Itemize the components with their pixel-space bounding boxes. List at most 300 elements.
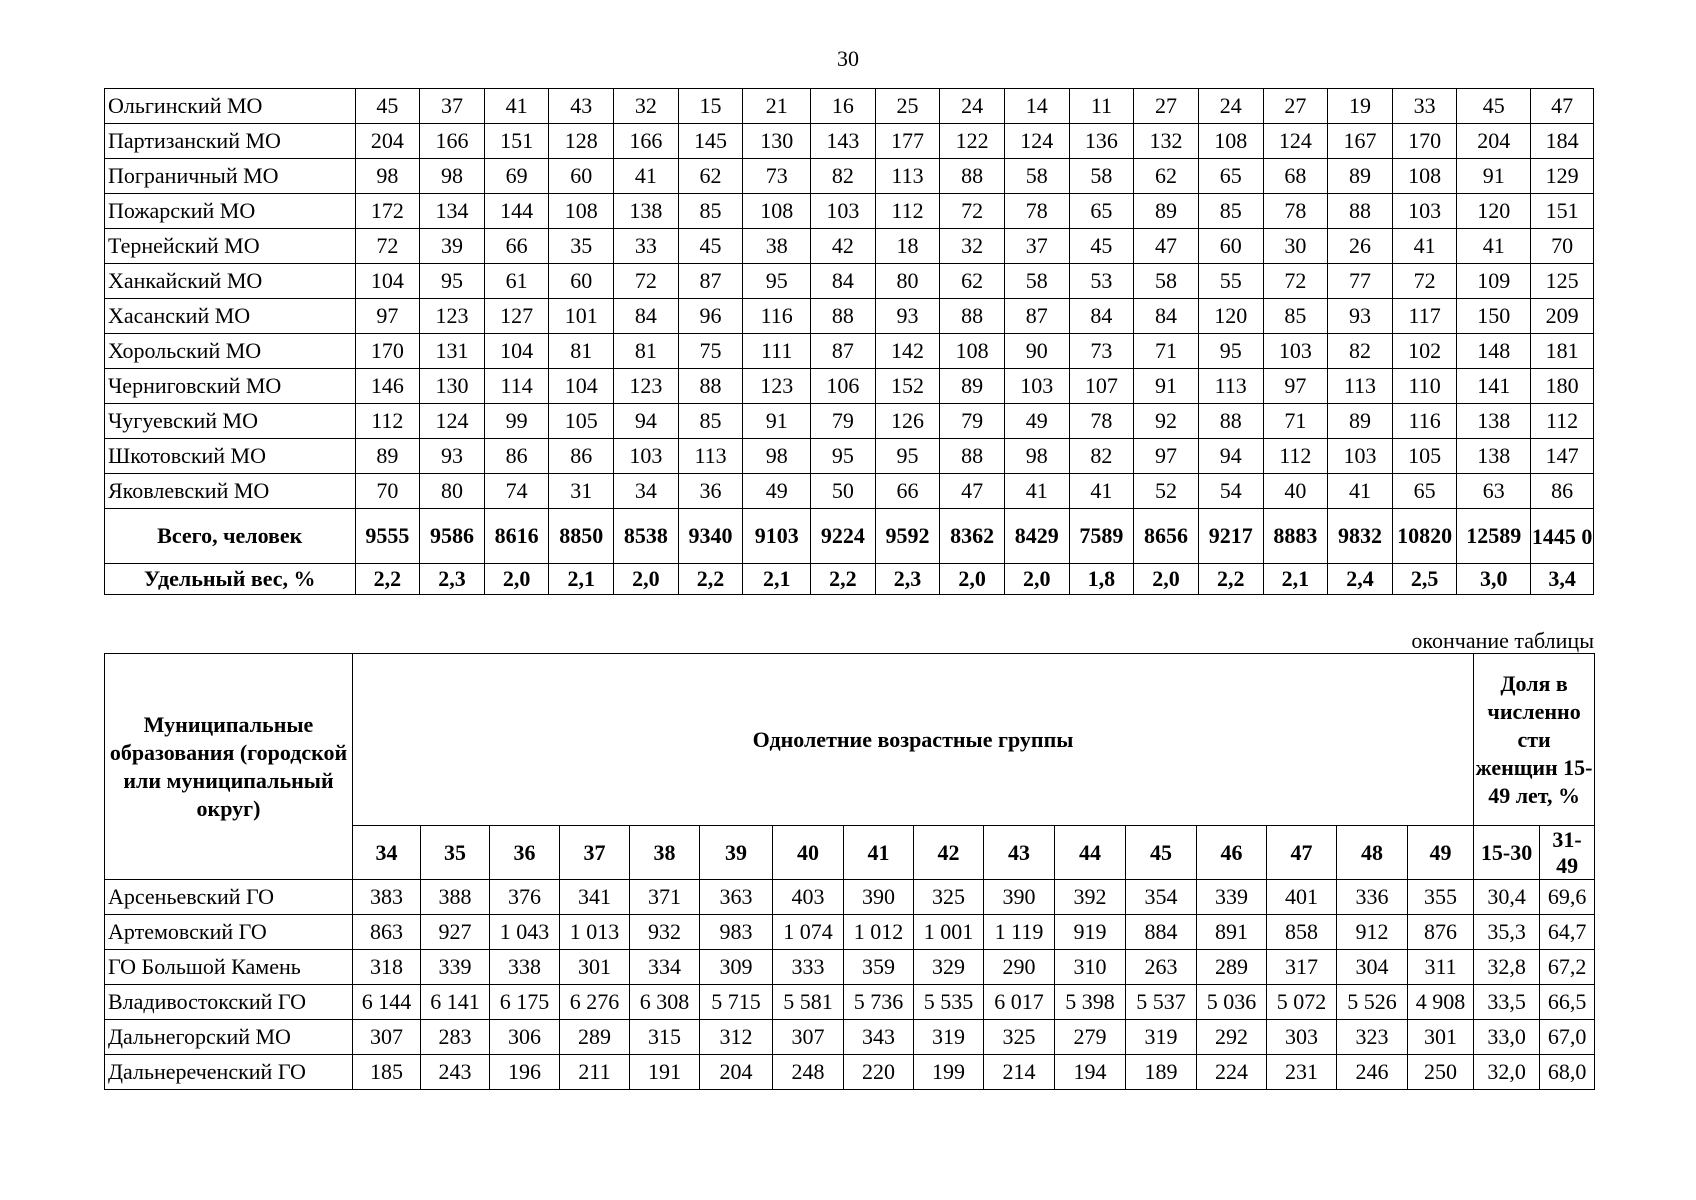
table-cell: 98	[355, 159, 420, 194]
table-cell: 170	[1392, 124, 1457, 159]
total-cell: 9340	[678, 509, 743, 564]
table-cell: 283	[421, 1020, 490, 1055]
table-cell: 211	[560, 1055, 630, 1090]
table-cell: 70	[355, 474, 420, 509]
table-cell: 120	[1457, 194, 1531, 229]
table-cell: 307	[353, 1020, 421, 1055]
table-cell: 24	[1198, 89, 1263, 124]
table-cell: 112	[1531, 404, 1594, 439]
table-cell: 371	[630, 880, 700, 915]
table-cell: 401	[1267, 880, 1337, 915]
table-cell: 106	[811, 369, 876, 404]
table-cell: 49	[743, 474, 811, 509]
table-cell: 86	[484, 439, 549, 474]
row-name: Ханкайский МО	[105, 264, 356, 299]
table-cell: 90	[1004, 334, 1069, 369]
row-name: Хасанский МО	[105, 299, 356, 334]
table-cell: 78	[1069, 404, 1134, 439]
table-cell: 73	[1069, 334, 1134, 369]
table-cell: 69	[484, 159, 549, 194]
table-cell: 40	[1263, 474, 1328, 509]
table-cell: 1 119	[984, 915, 1055, 950]
table-cell: 85	[678, 194, 743, 229]
table-cell: 876	[1408, 915, 1474, 950]
table-cell: 5 581	[773, 985, 844, 1020]
table-cell: 97	[355, 299, 420, 334]
table-cell: 123	[743, 369, 811, 404]
table-cell: 111	[743, 334, 811, 369]
table-cell: 311	[1408, 950, 1474, 985]
share-cell: 1,8	[1069, 564, 1134, 595]
table-cell: 114	[484, 369, 549, 404]
table-cell: 45	[1457, 89, 1531, 124]
row-name: Тернейский МО	[105, 229, 356, 264]
table-cell: 87	[1004, 299, 1069, 334]
table-row	[105, 1055, 1595, 1090]
table-cell: 88	[940, 439, 1005, 474]
table-cell: 323	[1337, 1020, 1408, 1055]
row-name: Яковлевский МО	[105, 474, 356, 509]
table-cell: 390	[844, 880, 914, 915]
table-cell: 152	[875, 369, 940, 404]
table-cell: 138	[614, 194, 679, 229]
row-name: Пограничный МО	[105, 159, 356, 194]
table-cell: 103	[1328, 439, 1393, 474]
table-cell: 6 144	[353, 985, 421, 1020]
table-cell: 68	[1263, 159, 1328, 194]
table-cell: 108	[743, 194, 811, 229]
table-cell: 318	[353, 950, 421, 985]
row-name: Пожарский МО	[105, 194, 356, 229]
table-cell: 72	[940, 194, 1005, 229]
table-cell: 110	[1392, 369, 1457, 404]
table-cell: 25	[875, 89, 940, 124]
table-cell: 167	[1328, 124, 1393, 159]
table-cell: 194	[1055, 1055, 1126, 1090]
table-cell: 130	[420, 369, 485, 404]
total-cell: 9586	[420, 509, 485, 564]
table-cell: 68,0	[1540, 1055, 1595, 1090]
share-cell: 2,0	[614, 564, 679, 595]
page-number: 30	[837, 46, 859, 71]
table-cell: 81	[549, 334, 614, 369]
share-cell: 3,0	[1457, 564, 1531, 595]
table-cell: 1 013	[560, 915, 630, 950]
table-cell: 310	[1055, 950, 1126, 985]
table-cell: 77	[1328, 264, 1393, 299]
table-row	[105, 404, 1594, 439]
table-cell: 94	[1198, 439, 1263, 474]
table-cell: 41	[1004, 474, 1069, 509]
row-name: Ольгинский МО	[105, 89, 356, 124]
table-cell: 78	[1263, 194, 1328, 229]
table-cell: 319	[914, 1020, 984, 1055]
table-cell: 107	[1069, 369, 1134, 404]
table-cell: 93	[420, 439, 485, 474]
table-cell: 185	[353, 1055, 421, 1090]
table-cell: 34	[614, 474, 679, 509]
table-cell: 74	[484, 474, 549, 509]
header-municipality: Муниципальные образования (городской или муниципальный округ)	[105, 654, 353, 880]
share-cell: 2,1	[549, 564, 614, 595]
row-name: Партизанский МО	[105, 124, 356, 159]
table-cell: 66,5	[1540, 985, 1595, 1020]
table-cell: 177	[875, 124, 940, 159]
table-cell: 343	[844, 1020, 914, 1055]
table-cell: 6 141	[421, 985, 490, 1020]
table-cell: 33	[1392, 89, 1457, 124]
table-cell: 72	[1392, 264, 1457, 299]
table-cell: 138	[1457, 439, 1531, 474]
table-cell: 292	[1197, 1020, 1267, 1055]
table-cell: 95	[1198, 334, 1263, 369]
table-cell: 93	[1328, 299, 1393, 334]
table-cell: 403	[773, 880, 844, 915]
table-cell: 47	[1134, 229, 1199, 264]
table-row	[105, 1020, 1595, 1055]
share-cell: 2,0	[1134, 564, 1199, 595]
table-row	[105, 439, 1594, 474]
share-cell: 2,2	[678, 564, 743, 595]
table-cell: 863	[353, 915, 421, 950]
table-cell: 5 398	[1055, 985, 1126, 1020]
table-cell: 73	[743, 159, 811, 194]
share-cell: 2,1	[1263, 564, 1328, 595]
table-cell: 6 308	[630, 985, 700, 1020]
table-cell: 191	[630, 1055, 700, 1090]
table-cell: 116	[743, 299, 811, 334]
table-cell: 60	[1198, 229, 1263, 264]
table-cell: 317	[1267, 950, 1337, 985]
table-cell: 354	[1126, 880, 1197, 915]
table-cell: 103	[811, 194, 876, 229]
table-cell: 66	[484, 229, 549, 264]
share-cell: 2,0	[484, 564, 549, 595]
table-row	[105, 299, 1594, 334]
table-cell: 891	[1197, 915, 1267, 950]
table-cell: 94	[614, 404, 679, 439]
table-cell: 62	[1134, 159, 1199, 194]
table-cell: 53	[1069, 264, 1134, 299]
share-row	[105, 564, 1594, 595]
table-cell: 108	[940, 334, 1005, 369]
table-cell: 307	[773, 1020, 844, 1055]
table-cell: 144	[484, 194, 549, 229]
table-cell: 5 715	[700, 985, 773, 1020]
table-cell: 312	[700, 1020, 773, 1055]
table-cell: 62	[678, 159, 743, 194]
table-cell: 103	[1392, 194, 1457, 229]
age-header: 49	[1408, 826, 1474, 880]
table-cell: 84	[614, 299, 679, 334]
table-cell: 15	[678, 89, 743, 124]
table-cell: 151	[484, 124, 549, 159]
table-cell: 91	[1457, 159, 1531, 194]
table-cell: 35,3	[1474, 915, 1540, 950]
table-row	[105, 194, 1594, 229]
table-cell: 290	[984, 950, 1055, 985]
table-cell: 89	[1134, 194, 1199, 229]
table-cell: 26	[1328, 229, 1393, 264]
table-cell: 105	[549, 404, 614, 439]
table-cell: 95	[420, 264, 485, 299]
table-cell: 390	[984, 880, 1055, 915]
table-cell: 92	[1134, 404, 1199, 439]
table-cell: 117	[1392, 299, 1457, 334]
share-cell: 2,4	[1328, 564, 1393, 595]
table-cell: 376	[490, 880, 560, 915]
age-header: 40	[773, 826, 844, 880]
table-cell: 199	[914, 1055, 984, 1090]
share-cell: 2,5	[1392, 564, 1457, 595]
table-cell: 41	[1069, 474, 1134, 509]
table-cell: 325	[914, 880, 984, 915]
table-cell: 184	[1531, 124, 1594, 159]
share-cell: 2,2	[355, 564, 420, 595]
total-cell: 9224	[811, 509, 876, 564]
row-name: Артемовский ГО	[105, 915, 353, 950]
table-cell: 72	[355, 229, 420, 264]
table-row	[105, 229, 1594, 264]
table-cell: 37	[1004, 229, 1069, 264]
table-cell: 81	[614, 334, 679, 369]
total-cell: 9555	[355, 509, 420, 564]
table-cell: 341	[560, 880, 630, 915]
table-cell: 86	[549, 439, 614, 474]
table-cell: 41	[1328, 474, 1393, 509]
share-col-header: 15-30	[1474, 826, 1540, 880]
table-cell: 172	[355, 194, 420, 229]
table-cell: 97	[1263, 369, 1328, 404]
table-cell: 123	[614, 369, 679, 404]
row-name: Владивостокский ГО	[105, 985, 353, 1020]
table-cell: 1 074	[773, 915, 844, 950]
table-cell: 141	[1457, 369, 1531, 404]
table-cell: 89	[1328, 404, 1393, 439]
table-cell: 95	[811, 439, 876, 474]
total-cell: 9217	[1198, 509, 1263, 564]
table-row	[105, 474, 1594, 509]
age-header: 35	[421, 826, 490, 880]
table-cell: 78	[1004, 194, 1069, 229]
age-header: 46	[1197, 826, 1267, 880]
table-cell: 65	[1198, 159, 1263, 194]
table-cell: 80	[875, 264, 940, 299]
total-cell: 9832	[1328, 509, 1393, 564]
table-cell: 41	[614, 159, 679, 194]
total-cell: 8362	[940, 509, 1005, 564]
total-cell: 8616	[484, 509, 549, 564]
table-cell: 79	[811, 404, 876, 439]
total-cell: 8538	[614, 509, 679, 564]
table-cell: 47	[940, 474, 1005, 509]
table-cell: 224	[1197, 1055, 1267, 1090]
age-header: 41	[844, 826, 914, 880]
header-age-groups: Однолетние возрастные группы	[353, 654, 1474, 826]
table-cell: 82	[811, 159, 876, 194]
table-cell: 112	[1263, 439, 1328, 474]
table-cell: 38	[743, 229, 811, 264]
table-cell: 196	[490, 1055, 560, 1090]
table-cell: 61	[484, 264, 549, 299]
table-cell: 21	[743, 89, 811, 124]
total-cell: 9103	[743, 509, 811, 564]
table-cell: 170	[355, 334, 420, 369]
table-cell: 32,8	[1474, 950, 1540, 985]
share-cell: 2,3	[420, 564, 485, 595]
total-cell: 10820	[1392, 509, 1457, 564]
table-cell: 1 012	[844, 915, 914, 950]
table-cell: 124	[420, 404, 485, 439]
share-cell: 2,0	[940, 564, 1005, 595]
table-cell: 334	[630, 950, 700, 985]
table-cell: 329	[914, 950, 984, 985]
table-cell: 42	[811, 229, 876, 264]
table-cell: 912	[1337, 915, 1408, 950]
table-row	[105, 124, 1594, 159]
table-cell: 87	[811, 334, 876, 369]
table-cell: 32	[940, 229, 1005, 264]
table-cell: 128	[549, 124, 614, 159]
table-cell: 5 036	[1197, 985, 1267, 1020]
table-cell: 289	[1197, 950, 1267, 985]
table-cell: 289	[560, 1020, 630, 1055]
age-header: 47	[1267, 826, 1337, 880]
table-cell: 41	[484, 89, 549, 124]
table-cell: 16	[811, 89, 876, 124]
table-cell: 231	[1267, 1055, 1337, 1090]
table-cell: 102	[1392, 334, 1457, 369]
table-cell: 69,6	[1540, 880, 1595, 915]
age-header: 42	[914, 826, 984, 880]
table-cell: 86	[1531, 474, 1594, 509]
table-cell: 65	[1392, 474, 1457, 509]
total-cell: 8656	[1134, 509, 1199, 564]
table-cell: 98	[420, 159, 485, 194]
table-cell: 5 526	[1337, 985, 1408, 1020]
table-cell: 104	[355, 264, 420, 299]
table-cell: 142	[875, 334, 940, 369]
table-cell: 33,5	[1474, 985, 1540, 1020]
table-cell: 88	[1198, 404, 1263, 439]
share-cell: 2,2	[1198, 564, 1263, 595]
table-cell: 62	[940, 264, 1005, 299]
table-row	[105, 264, 1594, 299]
table-cell: 88	[811, 299, 876, 334]
table-cell: 301	[560, 950, 630, 985]
table-cell: 214	[984, 1055, 1055, 1090]
table-cell: 91	[743, 404, 811, 439]
table-cell: 303	[1267, 1020, 1337, 1055]
table-cell: 85	[1263, 299, 1328, 334]
table-cell: 336	[1337, 880, 1408, 915]
table-row	[105, 334, 1594, 369]
table-cell: 108	[1198, 124, 1263, 159]
table-cell: 315	[630, 1020, 700, 1055]
table-cell: 41	[1392, 229, 1457, 264]
table-cell: 919	[1055, 915, 1126, 950]
table-cell: 108	[549, 194, 614, 229]
table-cell: 112	[875, 194, 940, 229]
table-cell: 66	[875, 474, 940, 509]
table-cell: 24	[940, 89, 1005, 124]
total-cell: 8850	[549, 509, 614, 564]
table-cell: 84	[811, 264, 876, 299]
table-row	[105, 950, 1595, 985]
table-cell: 220	[844, 1055, 914, 1090]
share-cell: 2,2	[811, 564, 876, 595]
table-cell: 309	[700, 950, 773, 985]
table-cell: 41	[1457, 229, 1531, 264]
table-cell: 35	[549, 229, 614, 264]
age-header: 48	[1337, 826, 1408, 880]
table-cell: 319	[1126, 1020, 1197, 1055]
table-cell: 333	[773, 950, 844, 985]
table-cell: 1 001	[914, 915, 984, 950]
table-cell: 383	[353, 880, 421, 915]
age-header: 38	[630, 826, 700, 880]
table-cell: 136	[1069, 124, 1134, 159]
table-cell: 49	[1004, 404, 1069, 439]
table-cell: 104	[484, 334, 549, 369]
table-cell: 37	[420, 89, 485, 124]
table-cell: 87	[678, 264, 743, 299]
table-cell: 301	[1408, 1020, 1474, 1055]
table-cell: 129	[1531, 159, 1594, 194]
table-cell: 363	[700, 880, 773, 915]
age-header: 37	[560, 826, 630, 880]
table-cell: 151	[1531, 194, 1594, 229]
table-row	[105, 985, 1595, 1020]
table-cell: 58	[1134, 264, 1199, 299]
total-cell: 7589	[1069, 509, 1134, 564]
table-cell: 101	[549, 299, 614, 334]
table-cell: 127	[484, 299, 549, 334]
table-cell: 6 276	[560, 985, 630, 1020]
table-cell: 36	[678, 474, 743, 509]
table-cell: 113	[1198, 369, 1263, 404]
table-cell: 93	[875, 299, 940, 334]
table-cell: 67,2	[1540, 950, 1595, 985]
table-cell: 113	[678, 439, 743, 474]
table-cell: 124	[1004, 124, 1069, 159]
table-cell: 88	[678, 369, 743, 404]
table-cell: 325	[984, 1020, 1055, 1055]
table-cell: 5 535	[914, 985, 984, 1020]
table-cell: 103	[1263, 334, 1328, 369]
total-row	[105, 509, 1594, 564]
table-cell: 82	[1069, 439, 1134, 474]
table-cell: 58	[1004, 159, 1069, 194]
share-cell: 3,4	[1531, 564, 1594, 595]
table-cell: 1 043	[490, 915, 560, 950]
table-cell: 84	[1069, 299, 1134, 334]
table-cell: 150	[1457, 299, 1531, 334]
age-header: 39	[700, 826, 773, 880]
table-cell: 88	[940, 299, 1005, 334]
table-cell: 45	[355, 89, 420, 124]
total-cell: 9592	[875, 509, 940, 564]
table-cell: 63	[1457, 474, 1531, 509]
table-cell: 70	[1531, 229, 1594, 264]
table-cell: 138	[1457, 404, 1531, 439]
table-cell: 19	[1328, 89, 1393, 124]
table-cell: 30,4	[1474, 880, 1540, 915]
row-name: Чугуевский МО	[105, 404, 356, 439]
table-cell: 103	[614, 439, 679, 474]
table-cell: 14	[1004, 89, 1069, 124]
table-cell: 89	[355, 439, 420, 474]
